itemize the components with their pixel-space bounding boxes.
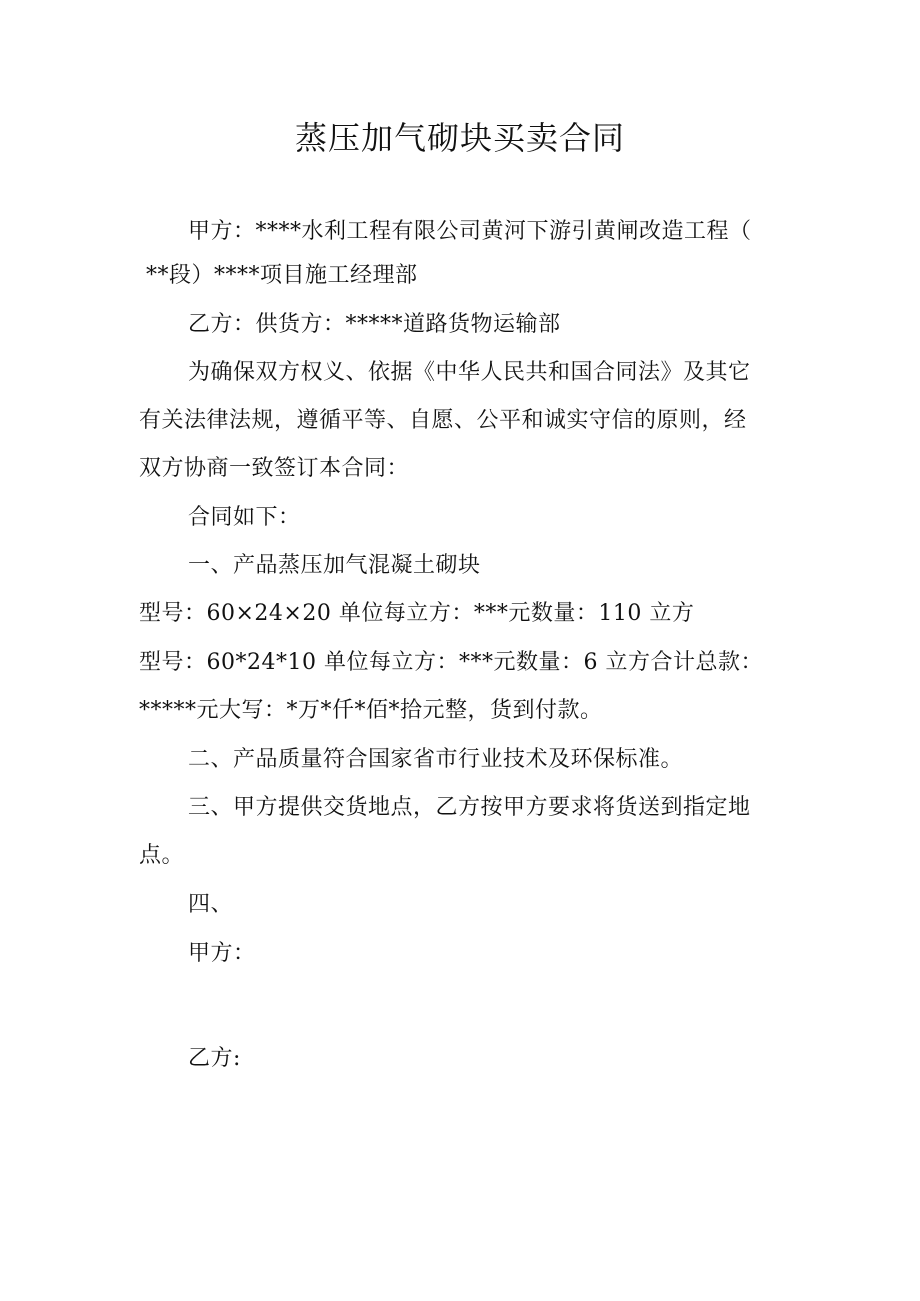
clause2: 二、产品质量符合国家省市行业技术及环保标准。 xyxy=(188,747,684,772)
model-line1: 型号：60×24×20 单位每立方：***元数量：110 立方 xyxy=(139,601,695,626)
clause3-line2: 点。 xyxy=(139,843,185,868)
preamble-line2: 有关法律法规，遵循平等、自愿、公平和诚实守信的原则，经 xyxy=(139,408,747,433)
document-title: 蒸压加气砌块买卖合同 xyxy=(294,119,625,157)
model-line2: 型号：60*24*10 单位每立方：***元数量：6 立方合计总款： xyxy=(139,650,763,675)
total-line: *****元大写：*万*仟*佰*拾元整，货到付款。 xyxy=(139,698,603,723)
clause3-line1: 三、甲方提供交货地点，乙方按甲方要求将货送到指定地 xyxy=(188,795,751,820)
contract-intro: 合同如下： xyxy=(188,505,301,530)
preamble-line1: 为确保双方权义、依据《中华人民共和国合同法》及其它 xyxy=(188,360,751,385)
party-a-line2: **段）****项目施工经理部 xyxy=(146,263,418,288)
clause4: 四、 xyxy=(188,892,234,917)
preamble-line3: 双方协商一致签订本合同： xyxy=(139,456,410,481)
signature-party-a: 甲方： xyxy=(188,941,256,966)
signature-party-b: 乙方: xyxy=(188,1046,241,1071)
party-a-line1: 甲方：****水利工程有限公司黄河下游引黄闸改造工程（ xyxy=(188,219,752,244)
party-b: 乙方：供货方：*****道路货物运输部 xyxy=(188,312,561,337)
clause1-heading: 一、产品蒸压加气混凝土砌块 xyxy=(188,553,481,578)
